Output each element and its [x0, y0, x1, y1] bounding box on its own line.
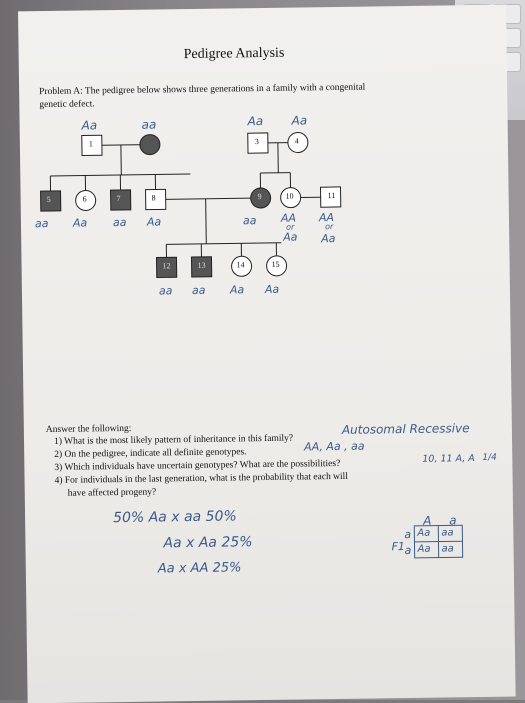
genotype-4: Aa	[291, 113, 307, 127]
genotype-9: aa	[243, 214, 257, 227]
genotype-6: Aa	[73, 216, 87, 229]
question-2: 2) On the pedigree, indicate all definite genotypes.	[54, 447, 246, 460]
label-9: 9	[258, 192, 262, 201]
punnett-cell-2: aa	[441, 527, 453, 538]
page-title: Pedigree Analysis	[184, 46, 285, 63]
or-10: or	[286, 223, 294, 232]
label-15: 15	[272, 260, 280, 269]
punnett-cell-1: Aa	[417, 528, 430, 539]
genotype-8: Aa	[147, 215, 161, 228]
answer-4-line1: 50% Aa x aa 50%	[113, 508, 237, 526]
label-12: 12	[163, 261, 171, 270]
label-1: 1	[89, 139, 93, 148]
punnett-top-1: A	[423, 514, 431, 528]
label-4: 4	[295, 136, 299, 145]
alt-genotype-11: Aa	[321, 232, 335, 245]
answer-heading: Answer the following:	[46, 424, 132, 435]
punnett-cell-4: aa	[441, 543, 453, 554]
genotype-1: Aa	[82, 118, 98, 132]
question-4a: 4) For individuals in the last generation, what is the probability that each will	[55, 472, 349, 486]
punnett-label: F1	[391, 540, 405, 553]
label-11: 11	[328, 191, 336, 200]
answer-3-fraction: 1/4	[482, 453, 497, 463]
punnett-side-1: a	[404, 528, 411, 541]
problem-text-line2: genetic defect.	[39, 99, 95, 110]
label-14: 14	[237, 260, 245, 269]
genotype-14: Aa	[230, 283, 244, 296]
label-5: 5	[47, 195, 51, 204]
question-4b: have affected progeny?	[68, 488, 157, 499]
label-13: 13	[198, 261, 206, 270]
genotype-2: aa	[142, 117, 157, 131]
label-10: 10	[286, 192, 294, 201]
genotype-10: AA	[281, 212, 296, 225]
or-11: or	[325, 222, 333, 231]
genotype-3: Aa	[247, 114, 263, 128]
punnett-top-2: a	[449, 513, 457, 527]
pedigree-chart	[18, 5, 510, 312]
label-6: 6	[83, 194, 87, 203]
punnett-side-2: a	[404, 544, 411, 557]
problem-text-line1: Problem A: The pedigree below shows three generations in a family with a congenital	[39, 83, 365, 98]
label-7: 7	[117, 194, 121, 203]
genotype-12: aa	[159, 284, 173, 297]
answer-2: AA, Aa , aa	[304, 440, 365, 454]
question-1: 1) What is the most likely pattern of inheritance in this family?	[54, 434, 293, 447]
genotype-15: Aa	[265, 283, 279, 296]
answer-4-line3: Aa x AA 25%	[158, 560, 242, 576]
answer-3: 10, 11 A, A	[422, 453, 475, 465]
genotype-11: AA	[319, 211, 334, 224]
genotype-5: aa	[35, 217, 49, 230]
question-3: 3) Which individuals have uncertain genotypes? What are the possibilities?	[54, 459, 340, 473]
genotype-13: aa	[192, 284, 206, 297]
answer-4-line2: Aa x Aa 25%	[163, 534, 252, 551]
label-3: 3	[255, 137, 259, 146]
punnett-cell-3: Aa	[417, 544, 430, 555]
label-8: 8	[152, 194, 156, 203]
genotype-7: aa	[113, 216, 127, 229]
answer-1: Autosomal Recessive	[342, 421, 470, 437]
alt-genotype-10: Aa	[283, 231, 297, 244]
individual-2	[140, 134, 160, 154]
worksheet-page	[18, 5, 516, 703]
